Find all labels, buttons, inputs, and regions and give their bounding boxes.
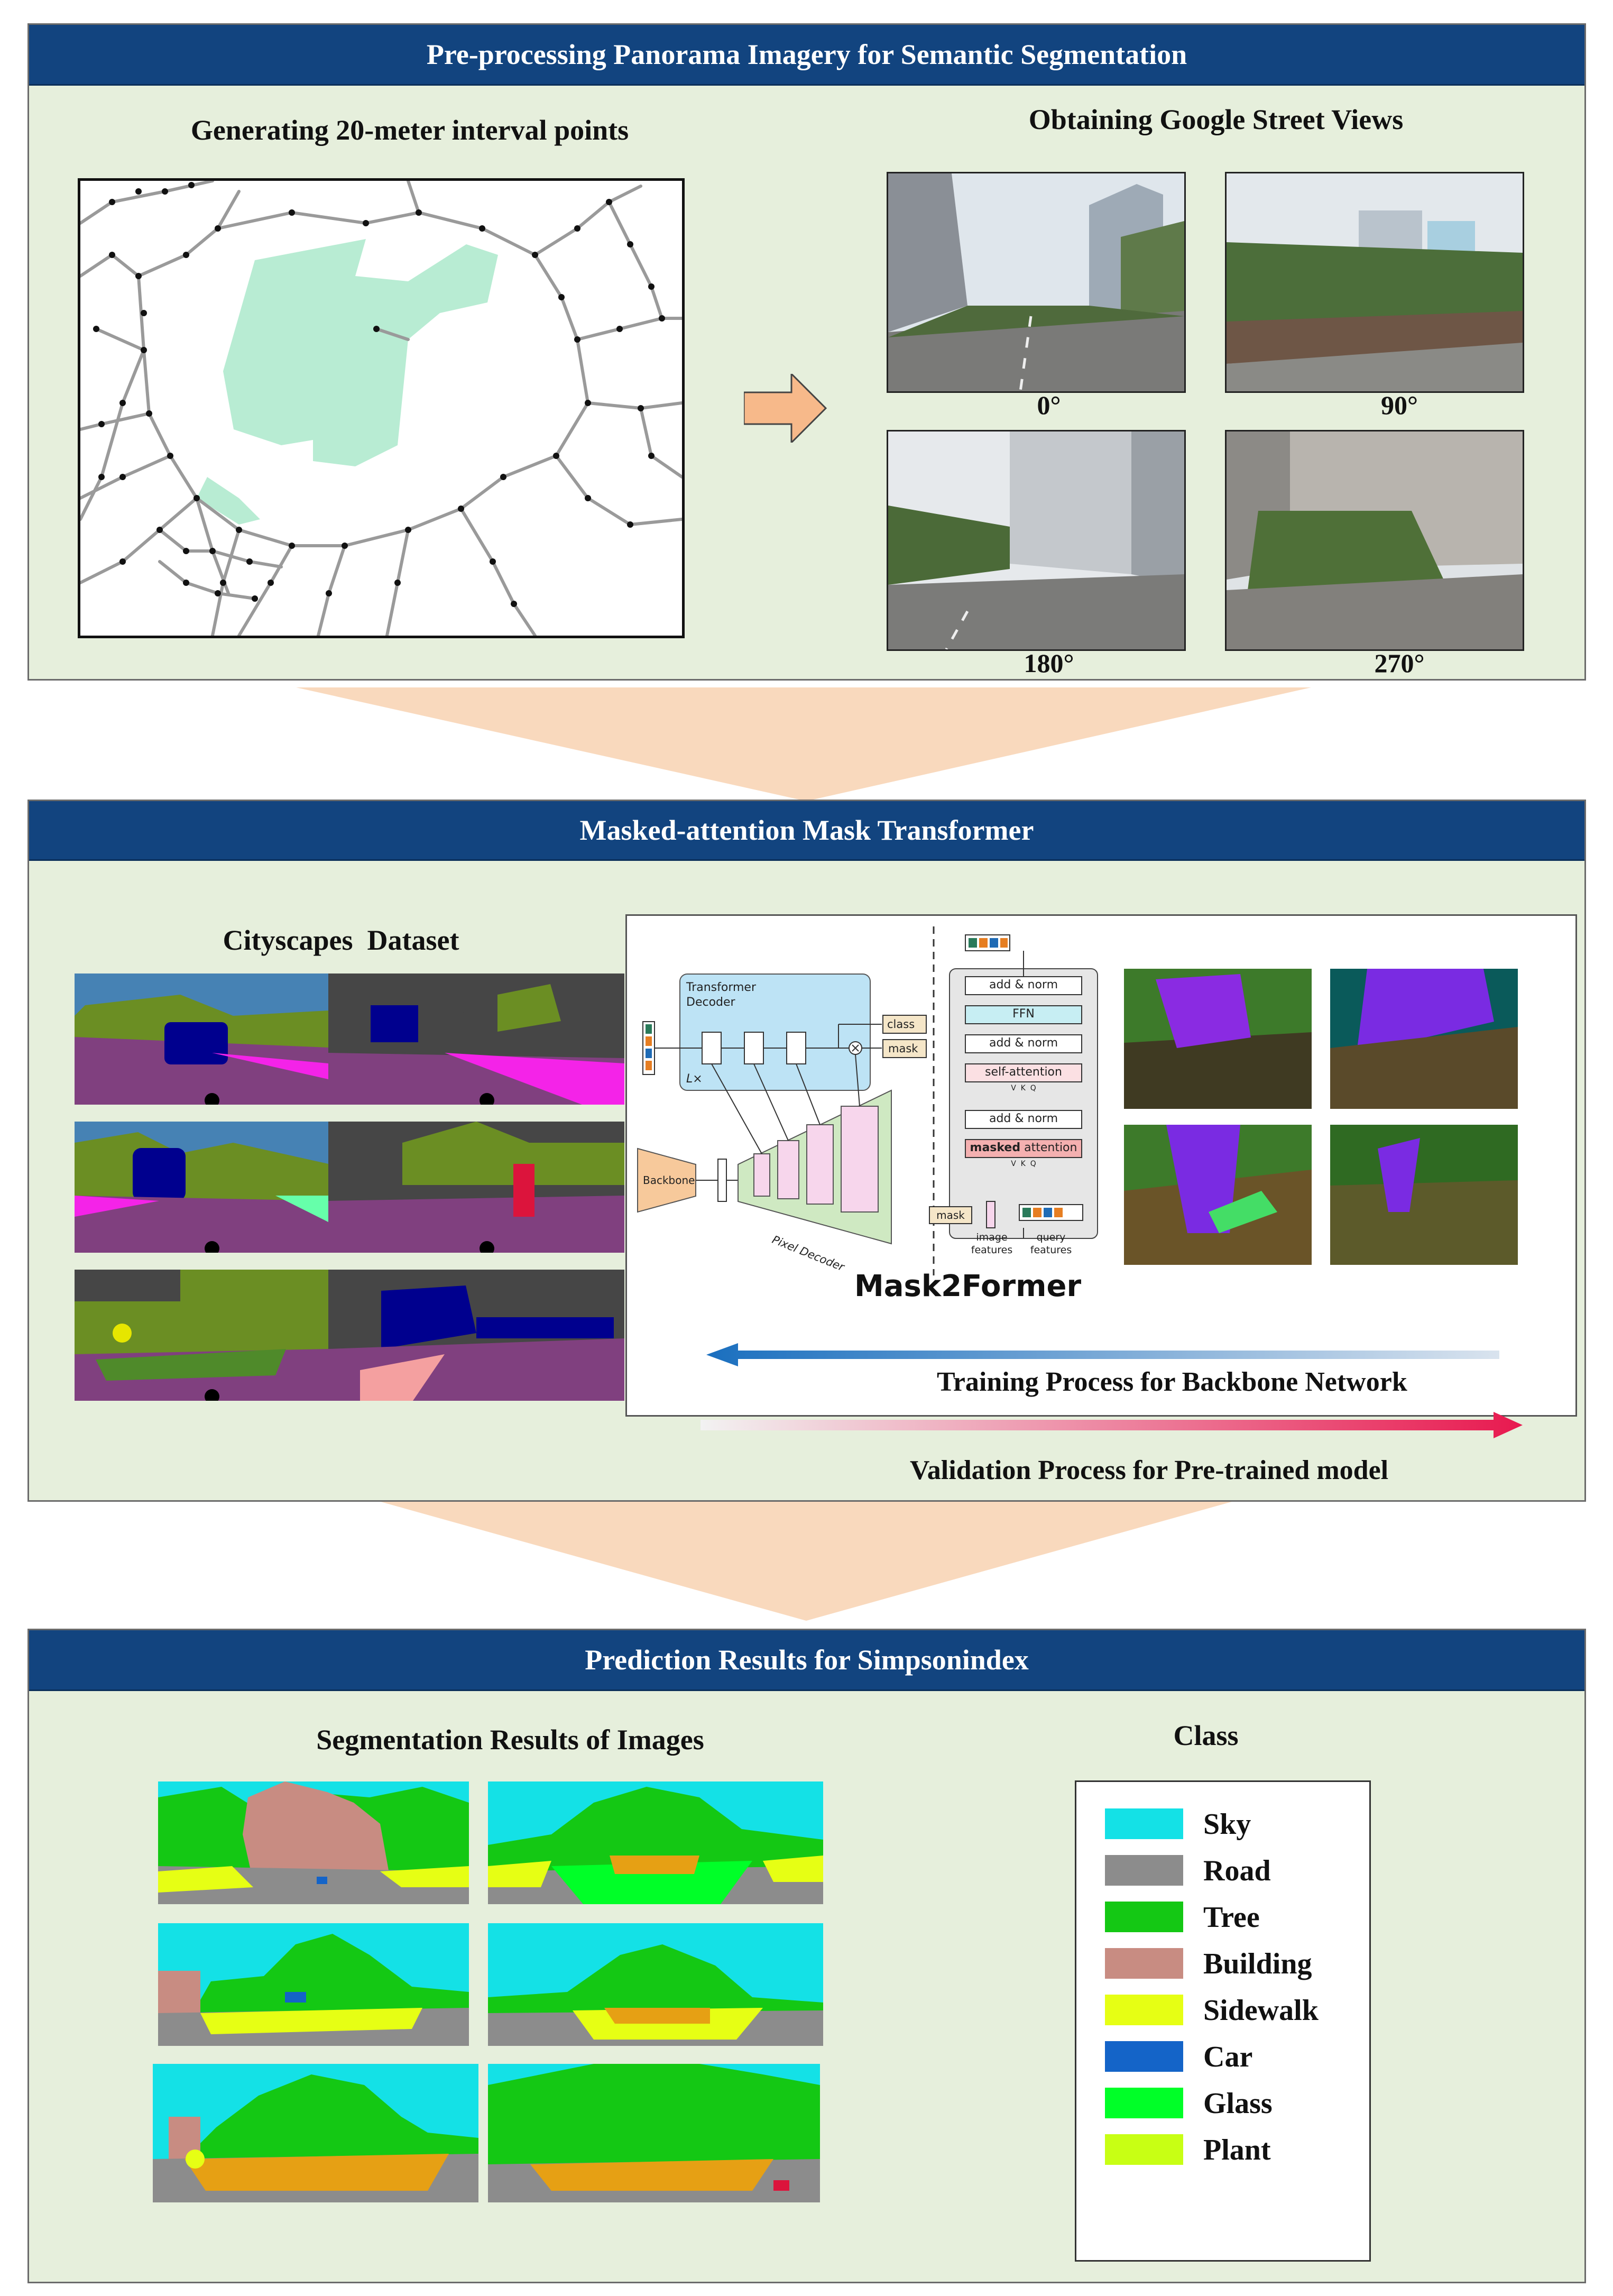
training-arrow <box>706 1343 1499 1366</box>
add-norm-label-3: add & norm <box>989 1112 1058 1125</box>
angle-label-0: 0° <box>1037 390 1061 420</box>
query-features-label: query features <box>1030 1232 1072 1256</box>
model-name-label: Mask2Former <box>854 1269 1082 1303</box>
legend-swatch-building <box>1105 1948 1183 1979</box>
panel-title: Prediction Results for Simpsonindex <box>29 1630 1584 1691</box>
panel-prediction <box>27 1629 1586 2283</box>
legend-label-sky: Sky <box>1203 1808 1251 1841</box>
seg-result-1 <box>158 1781 469 1904</box>
park-area <box>223 239 498 466</box>
mask-output-label: mask <box>888 1042 918 1055</box>
lx-label: L× <box>686 1072 703 1086</box>
masked-word: masked <box>970 1141 1021 1154</box>
seg-result-4 <box>488 1923 823 2046</box>
transformer-decoder-label: Transformer Decoder <box>686 981 757 1009</box>
arrow-right-icon <box>744 374 828 443</box>
panel-preprocessing <box>27 23 1586 681</box>
park-area-small <box>197 477 260 525</box>
funnel-arrow-1 <box>0 687 1613 801</box>
interval-points-map <box>78 178 685 638</box>
legend-swatch-tree <box>1105 1902 1183 1932</box>
street-view-180 <box>887 430 1186 651</box>
cityscapes-image-1 <box>75 973 624 1105</box>
angle-label-270: 270° <box>1374 648 1425 678</box>
gsv-label: Obtaining Google Street Views <box>1028 104 1404 135</box>
legend-label-car: Car <box>1203 2041 1253 2073</box>
cityscapes-image-2 <box>75 1122 624 1253</box>
panel-title: Pre-processing Panorama Imagery for Semantic Segmentation <box>29 25 1584 86</box>
seg-result-5 <box>153 2064 478 2202</box>
legend-label-glass: Glass <box>1203 2087 1273 2120</box>
map-label: Generating 20-meter interval points <box>190 114 629 146</box>
angle-label-90: 90° <box>1381 390 1418 420</box>
class-output-label: class <box>887 1018 915 1031</box>
class-label: Class <box>1173 1720 1239 1751</box>
masked-attention-label <box>965 1141 1082 1154</box>
legend-label-tree: Tree <box>1203 1901 1260 1934</box>
vkq-label-1: V K Q <box>1011 1084 1036 1092</box>
class-legend <box>1075 1780 1371 2262</box>
ffn-label: FFN <box>1012 1007 1035 1021</box>
street-view-90 <box>1225 172 1524 393</box>
attention-word: attention <box>1020 1141 1077 1154</box>
seg-results-label: Segmentation Results of Images <box>316 1724 704 1756</box>
cityscapes-image-3 <box>75 1270 624 1401</box>
vkq-label-2: V K Q <box>1011 1160 1036 1168</box>
legend-label-sidewalk: Sidewalk <box>1203 1994 1319 2027</box>
mask-input-label: mask <box>936 1209 965 1222</box>
legend-swatch-glass <box>1105 2088 1183 2118</box>
dataset-label: Cityscapes Dataset <box>223 924 459 956</box>
panel-title: Masked-attention Mask Transformer <box>29 801 1584 861</box>
legend-label-plant: Plant <box>1203 2134 1271 2166</box>
mask2former-diagram <box>625 914 1577 1417</box>
image-features-label: image features <box>971 1232 1013 1256</box>
legend-label-building: Building <box>1203 1948 1312 1980</box>
legend-swatch-car <box>1105 2041 1183 2072</box>
add-norm-label-2: add & norm <box>989 1036 1058 1050</box>
pixel-decoder-label: Pixel Decoder <box>770 1233 846 1274</box>
self-attention-label: self-attention <box>985 1066 1062 1079</box>
training-label: Training Process for Backbone Network <box>937 1367 1407 1397</box>
seg-result-2 <box>488 1781 823 1904</box>
legend-swatch-sidewalk <box>1105 1995 1183 2025</box>
legend-swatch-plant <box>1105 2134 1183 2165</box>
panel-mask2former <box>27 800 1586 1502</box>
seg-result-3 <box>158 1923 469 2046</box>
validation-arrow <box>700 1409 1525 1441</box>
legend-swatch-road <box>1105 1855 1183 1886</box>
street-view-0 <box>887 172 1186 393</box>
funnel-arrow-2 <box>0 1502 1613 1621</box>
street-view-270 <box>1225 430 1524 651</box>
validation-label: Validation Process for Pre-trained model <box>910 1455 1389 1485</box>
add-norm-label-1: add & norm <box>989 978 1058 991</box>
angle-label-180: 180° <box>1024 648 1074 678</box>
seg-result-6 <box>488 2064 820 2202</box>
legend-swatch-sky <box>1105 1808 1183 1839</box>
legend-label-road: Road <box>1203 1854 1271 1887</box>
backbone-label: Backbone <box>643 1174 695 1187</box>
